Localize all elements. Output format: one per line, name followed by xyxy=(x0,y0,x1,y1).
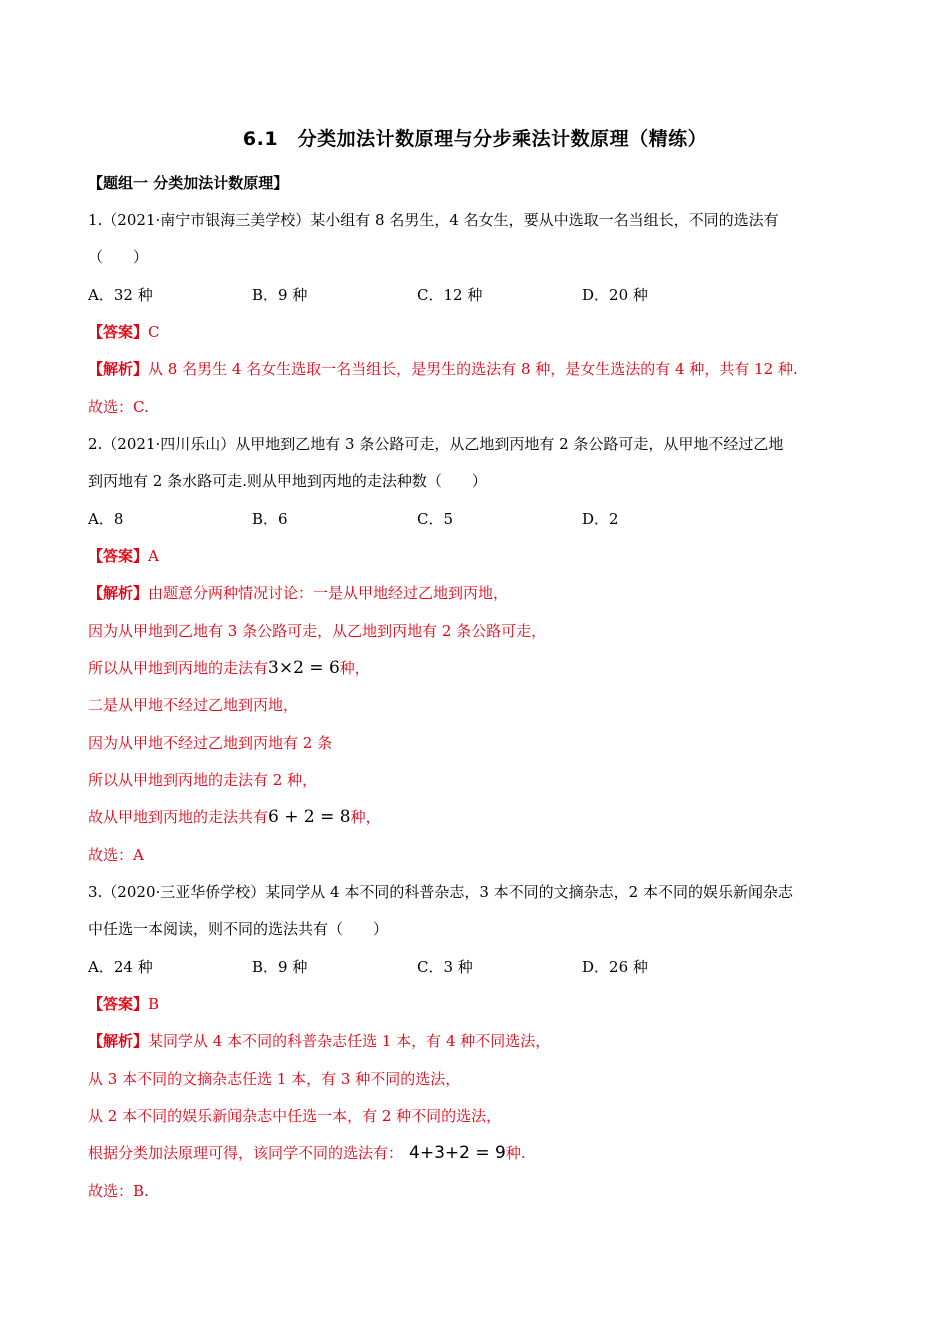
q2-option-b: B．6 xyxy=(252,510,288,528)
q3-option-d: D．26 种 xyxy=(582,958,648,976)
q3-stem-line1: 3.（2020·三亚华侨学校）某同学从 4 本不同的科普杂志，3 本不同的文摘杂志，2 本不同的娱乐新闻杂志 xyxy=(88,883,793,901)
q3-analysis-line4 xyxy=(88,1143,526,1163)
q2-option-d: D．2 xyxy=(582,510,619,528)
q2-analysis-line3-pre: 所以从甲地到丙地的走法有 xyxy=(88,659,269,677)
q3-formula: 4+3+2 = 9 xyxy=(409,1143,506,1163)
q1-analysis-text: 从 8 名男生 4 名女生选取一名当组长，是男生的选法有 8 种，是女生选法的有 4 种，共有 12 种. xyxy=(148,360,798,378)
q2-conclusion: 故选：A xyxy=(88,846,144,864)
q3-analysis-line2: 从 3 本不同的文摘杂志任选 1 本，有 3 种不同的选法， xyxy=(88,1070,461,1088)
q3-analysis-line1 xyxy=(88,1031,550,1051)
q2-analysis-line5: 因为从甲地不经过乙地到丙地有 2 条 xyxy=(88,734,333,752)
q3-answer-tag: 【答案】 xyxy=(88,995,149,1013)
q2-analysis-line7-pre: 故从甲地到丙地的走法共有 xyxy=(88,808,269,826)
q3-option-c: C．3 种 xyxy=(417,958,473,976)
q3-analysis-line4-post: 种. xyxy=(505,1144,526,1162)
q1-answer-value: C xyxy=(148,323,160,341)
q3-analysis-text-1: 某同学从 4 本不同的科普杂志任选 1 本，有 4 种不同选法， xyxy=(148,1032,551,1050)
q2-stem-line2: 到丙地有 2 条水路可走.则从甲地到丙地的走法种数（ ） xyxy=(88,472,487,490)
q3-option-b: B．9 种 xyxy=(252,958,308,976)
q2-analysis-line4: 二是从甲地不经过乙地到丙地， xyxy=(88,696,299,714)
q2-analysis-text-1: 由题意分两种情况讨论：一是从甲地经过乙地到丙地， xyxy=(148,584,509,602)
q2-analysis-line6: 所以从甲地到丙地的走法有 2 种， xyxy=(88,771,318,789)
q2-analysis-line7 xyxy=(88,807,381,827)
q3-answer-value: B xyxy=(148,995,160,1013)
q2-analysis-line3-post: 种， xyxy=(339,659,370,677)
q1-option-d: D．20 种 xyxy=(582,286,648,304)
q3-analysis-line4-pre: 根据分类加法原理可得，该同学不同的选法有： xyxy=(88,1144,404,1162)
q2-formula-1: 3×2 = 6 xyxy=(268,658,340,678)
q1-answer-tag: 【答案】 xyxy=(88,323,149,341)
q3-option-a: A．24 种 xyxy=(88,958,153,976)
group-heading: 【题组一 分类加法计数原理】 xyxy=(88,174,289,192)
q3-analysis-tag: 【解析】 xyxy=(88,1032,149,1050)
q1-analysis-tag: 【解析】 xyxy=(88,360,149,378)
q2-analysis-line2: 因为从甲地到乙地有 3 条公路可走，从乙地到丙地有 2 条公路可走， xyxy=(88,622,547,640)
q1-stem-line1: 1.（2021·南宁市银海三美学校）某小组有 8 名男生，4 名女生，要从中选取一名当组长，不同的选法有 xyxy=(88,211,779,229)
q2-option-c: C．5 xyxy=(417,510,454,528)
q3-answer xyxy=(88,994,159,1014)
q2-analysis-line3 xyxy=(88,658,370,678)
q2-answer-value: A xyxy=(148,547,159,565)
q2-option-a: A．8 xyxy=(88,510,124,528)
page-title: 6.1 分类加法计数原理与分步乘法计数原理（精练） xyxy=(242,128,708,150)
q1-conclusion: 故选：C. xyxy=(88,398,149,416)
q1-answer xyxy=(88,322,160,342)
q1-analysis xyxy=(88,359,798,379)
q2-formula-2: 6 + 2 = 8 xyxy=(268,807,351,827)
q3-conclusion: 故选：B. xyxy=(88,1182,149,1200)
q2-analysis-tag: 【解析】 xyxy=(88,584,149,602)
q3-analysis-line3: 从 2 本不同的娱乐新闻杂志中任选一本，有 2 种不同的选法， xyxy=(88,1107,502,1125)
q1-option-b: B．9 种 xyxy=(252,286,308,304)
q2-stem-line1: 2.（2021·四川乐山）从甲地到乙地有 3 条公路可走，从乙地到丙地有 2 条公路可走，从甲地不经过乙地 xyxy=(88,435,784,453)
q1-stem-line2: （ ） xyxy=(88,248,149,266)
q2-analysis-line7-post: 种， xyxy=(350,808,381,826)
q2-analysis-line1 xyxy=(88,583,508,603)
q1-option-a: A．32 种 xyxy=(88,286,153,304)
q3-stem-line2: 中任选一本阅读，则不同的选法共有（ ） xyxy=(88,920,389,938)
q2-answer-tag: 【答案】 xyxy=(88,547,149,565)
q2-answer xyxy=(88,546,159,566)
q1-option-c: C．12 种 xyxy=(417,286,483,304)
